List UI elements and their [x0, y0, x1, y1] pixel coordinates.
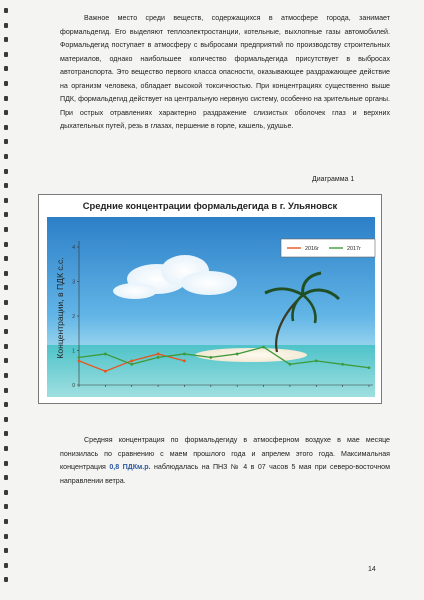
y-axis-label: Концентрации, в ПДК с.с. [55, 257, 65, 359]
binding-hole [4, 81, 8, 86]
chart-svg [39, 195, 381, 403]
binding-hole [4, 315, 8, 320]
binding-hole [4, 37, 8, 42]
binding-hole [4, 300, 8, 305]
data-point-2017г [236, 353, 239, 356]
binding-hole [4, 534, 8, 539]
binding-hole [4, 52, 8, 57]
binding-hole [4, 358, 8, 363]
data-point-2016г [78, 359, 81, 362]
paragraph-summary-text [60, 434, 390, 488]
data-point-2017г [262, 346, 265, 349]
summary-part1: Средняя концентрация по формальдегиду в атмосферном воздухе в мае месяце понизилась по сравнению с маем прошлого года и апрелем этого года. Максимальная концентрация [60, 436, 390, 471]
binding-hole [4, 8, 8, 13]
data-point-2017г [157, 356, 160, 359]
summary-highlight: 0,8 ПДКм.р. [109, 463, 151, 471]
binding-hole [4, 23, 8, 28]
data-point-2016г [130, 359, 133, 362]
binding-hole [4, 125, 8, 130]
binding-hole [4, 183, 8, 188]
data-point-2017г [341, 363, 344, 366]
binding-hole [4, 329, 8, 334]
data-point-2017г [183, 353, 186, 356]
binding-hole [4, 271, 8, 276]
y-tick-label: 3 [72, 279, 75, 286]
binding-hole [4, 504, 8, 509]
binding-hole [4, 285, 8, 290]
binding-hole [4, 417, 8, 422]
binding-hole [4, 96, 8, 101]
data-point-2017г [368, 366, 371, 369]
binding-hole [4, 563, 8, 568]
binding-hole [4, 519, 8, 524]
binding-hole [4, 373, 8, 378]
binding-hole [4, 256, 8, 261]
chart-legend [281, 239, 375, 257]
y-tick-label: 1 [72, 348, 75, 355]
data-point-2016г [104, 370, 107, 373]
data-point-2017г [130, 363, 133, 366]
binding-hole [4, 490, 8, 495]
legend-label-2017: 2017г [347, 246, 361, 252]
binding-hole [4, 475, 8, 480]
paragraph-intro-text: Важное место среди веществ, содержащихся в атмосфере города, занимает формальдегид. Его выделяют теплоэлектростанции, котельные, выхлопные газы автомобилей. Формальдегид поступает в атмосферу с выбросами предприятий по производству строительных материалов, однако наибольшее количество формальдегида присутствует в выбросах автотранспорта. Это вещество первого класса опасности, оказывающее раздражающее действие на организм человека, обладает высокой токсичностью. При концентрациях существенно выше ПДК, формальдегид действует на центральную нервную систему, особенно на зрительные органы. При острых отравлениях характерно раздражение слизистых оболочек глаз и верхних дыхательных путей, резь в глазах, першение в горле, кашель, удушье. [60, 14, 390, 130]
data-point-2016г [183, 359, 186, 362]
y-tick-label: 0 [72, 383, 75, 389]
binding-hole [4, 139, 8, 144]
data-point-2017г [289, 363, 292, 366]
binding-hole [4, 110, 8, 115]
chart-title: Средние концентрации формальдегида в г. Ульяновск [82, 200, 338, 211]
binding-hole [4, 577, 8, 582]
paragraph-intro [60, 12, 390, 134]
binding-hole [4, 431, 8, 436]
legend-label-2016: 2016г [305, 246, 319, 252]
data-point-2017г [104, 353, 107, 356]
chart-figure [38, 194, 382, 404]
binding-hole [4, 242, 8, 247]
binding-hole [4, 402, 8, 407]
binding-hole [4, 461, 8, 466]
binding-hole [4, 212, 8, 217]
y-tick-label: 2 [72, 314, 75, 320]
data-point-2016г [157, 353, 160, 356]
y-tick-label: 4 [72, 245, 75, 251]
binding-hole [4, 548, 8, 553]
binding-hole [4, 154, 8, 159]
binding-hole [4, 344, 8, 349]
data-point-2017г [315, 359, 318, 362]
binding-hole [4, 169, 8, 174]
binding-hole [4, 388, 8, 393]
binding-hole [4, 446, 8, 451]
binding-hole [4, 227, 8, 232]
diagram-label: Диаграмма 1 [312, 176, 355, 183]
page-number: 14 [368, 566, 376, 573]
binding-hole [4, 198, 8, 203]
binding-holes [0, 0, 14, 600]
data-point-2017г [209, 356, 212, 359]
paragraph-summary [60, 434, 390, 488]
summary-part2: наблюдалась на ПНЗ № 4 в 07 часов 5 мая при северо-восточном направлении ветра. [60, 463, 390, 485]
data-point-2017г [78, 356, 81, 359]
binding-hole [4, 66, 8, 71]
